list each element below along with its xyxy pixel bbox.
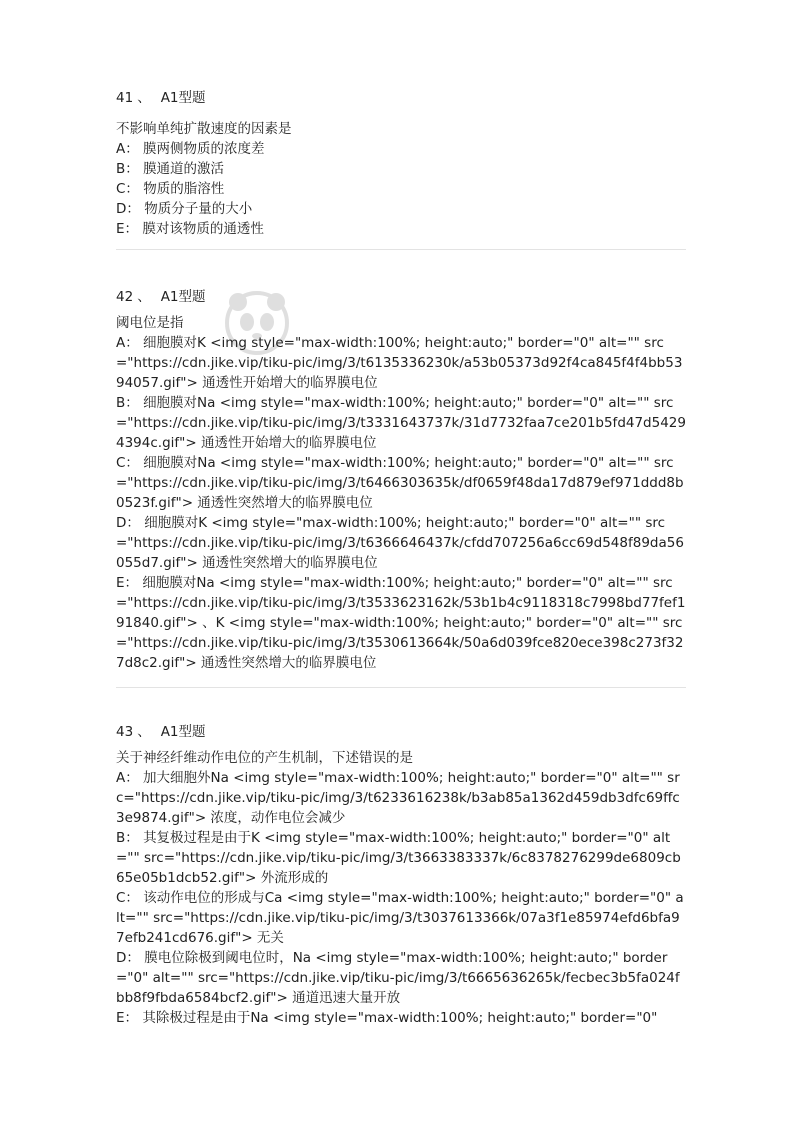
option-e (116, 1008, 686, 1028)
option-d (116, 513, 686, 573)
option-letter: A： (116, 335, 139, 351)
option-text: 其除极过程是由于Na <img style="max-width:100%; height:auto;" border="0" (142, 1010, 658, 1026)
option-letter: D： (116, 950, 140, 966)
option-text: 细胞膜对Na <img style="max-width:100%; height:auto;" border="0" alt="" src="https://cdn.jike.vip/tiku-pic/img/3/t3533623162k/53b1b4c9118318c7998bd77fef191840.gif"> 、K <img style="max-width:100%; height:auto;" border="0" alt="" src="https://cdn.jike.vip/tiku-pic/img/3/t3530613664k/50a6d039fce820ece398c273f327d8c2.gif"> 通透性突然增大的临界膜电位 (116, 575, 686, 671)
question-number: 43 (116, 724, 134, 740)
option-b (116, 159, 686, 179)
option-letter: C： (116, 455, 139, 471)
option-b (116, 828, 686, 888)
option-e (116, 219, 686, 239)
option-d (116, 948, 686, 1008)
divider (116, 687, 686, 688)
option-c (116, 888, 686, 948)
option-text: 膜通道的激活 (143, 161, 225, 177)
option-letter: B： (116, 830, 139, 846)
question-stem: 不影响单纯扩散速度的因素是 (116, 121, 292, 137)
question-separator: 、 (137, 724, 151, 740)
option-letter: D： (116, 515, 140, 531)
question-type: A1型题 (160, 724, 206, 740)
option-a (116, 139, 686, 159)
option-text: 细胞膜对K <img style="max-width:100%; height:auto;" border="0" alt="" src="https://cdn.jike.vip/tiku-pic/img/3/t6135336230k/a53b05373d92f4ca845f4f4bb5394057.gif"> 通透性开始增大的临界膜电位 (116, 335, 683, 391)
question-type: A1型题 (160, 289, 206, 305)
option-text: 细胞膜对K <img style="max-width:100%; height:auto;" border="0" alt="" src="https://cdn.jike.vip/tiku-pic/img/3/t6366646437k/cfdd707256a6cc69d548f89da56055d7.gif"> 通透性突然增大的临界膜电位 (116, 515, 684, 571)
option-letter: B： (116, 395, 139, 411)
option-letter: E： (116, 1010, 139, 1026)
question-separator: 、 (137, 90, 151, 106)
divider (116, 249, 686, 250)
option-text: 膜两侧物质的浓度差 (143, 141, 265, 157)
question-number: 42 (116, 289, 134, 305)
option-letter: B： (116, 161, 139, 177)
question-type: A1型题 (160, 90, 206, 106)
option-text: 膜对该物质的通透性 (142, 221, 264, 237)
option-d (116, 199, 686, 219)
option-letter: C： (116, 181, 139, 197)
question-stem: 关于神经纤维动作电位的产生机制，下述错误的是 (116, 750, 413, 766)
question-43 (116, 722, 686, 1028)
option-e (116, 573, 686, 673)
option-c (116, 179, 686, 199)
option-letter: A： (116, 770, 139, 786)
option-text: 该动作电位的形成与Ca <img style="max-width:100%; height:auto;" border="0" alt="" src="https://cdn.jike.vip/tiku-pic/img/3/t3037613366k/07a3f1e85974efd6bfa97efb241cd676.gif"> 无关 (116, 890, 684, 946)
question-header (116, 88, 686, 108)
option-b (116, 393, 686, 453)
option-a (116, 333, 686, 393)
question-header (116, 287, 686, 307)
question-separator: 、 (137, 289, 151, 305)
option-letter: E： (116, 221, 139, 237)
question-stem: 阈电位是指 (116, 315, 184, 331)
option-text: 物质分子量的大小 (144, 201, 253, 217)
option-a (116, 768, 686, 828)
option-text: 细胞膜对Na <img style="max-width:100%; height:auto;" border="0" alt="" src="https://cdn.jike.vip/tiku-pic/img/3/t6466303635k/df0659f48da17d879ef971ddd8b0523f.gif"> 通透性突然增大的临界膜电位 (116, 455, 684, 511)
question-header (116, 722, 686, 742)
question-42 (116, 287, 686, 673)
question-number: 41 (116, 90, 134, 106)
option-letter: E： (116, 575, 139, 591)
option-text: 其复极过程是由于K <img style="max-width:100%; height:auto;" border="0" alt="" src="https://cdn.jike.vip/tiku-pic/img/3/t3663383337k/6c8378276299de6809cb65e05b1dcb52.gif"> 外流形成的 (116, 830, 681, 886)
option-letter: C： (116, 890, 139, 906)
option-letter: A： (116, 141, 139, 157)
option-text: 膜电位除极到阈电位时，Na <img style="max-width:100%; height:auto;" border="0" alt="" src="https://cdn.jike.vip/tiku-pic/img/3/t6665636265k/fecbec3b5fa024fbb8f9fbda6584bcf2.gif"> 通道迅速大量开放 (116, 950, 680, 1006)
option-c (116, 453, 686, 513)
option-text: 细胞膜对Na <img style="max-width:100%; height:auto;" border="0" alt="" src="https://cdn.jike.vip/tiku-pic/img/3/t3331643737k/31d7732faa7ce201b5fd47d54294394c.gif"> 通透性开始增大的临界膜电位 (116, 395, 686, 451)
option-text: 加大细胞外Na <img style="max-width:100%; height:auto;" border="0" alt="" src="https://cdn.jike.vip/tiku-pic/img/3/t6233616238k/b3ab85a1362d459db3dfc69ffc3e9874.gif"> 浓度，动作电位会减少 (116, 770, 680, 826)
question-41 (116, 88, 686, 239)
option-letter: D： (116, 201, 140, 217)
option-text: 物质的脂溶性 (143, 181, 225, 197)
